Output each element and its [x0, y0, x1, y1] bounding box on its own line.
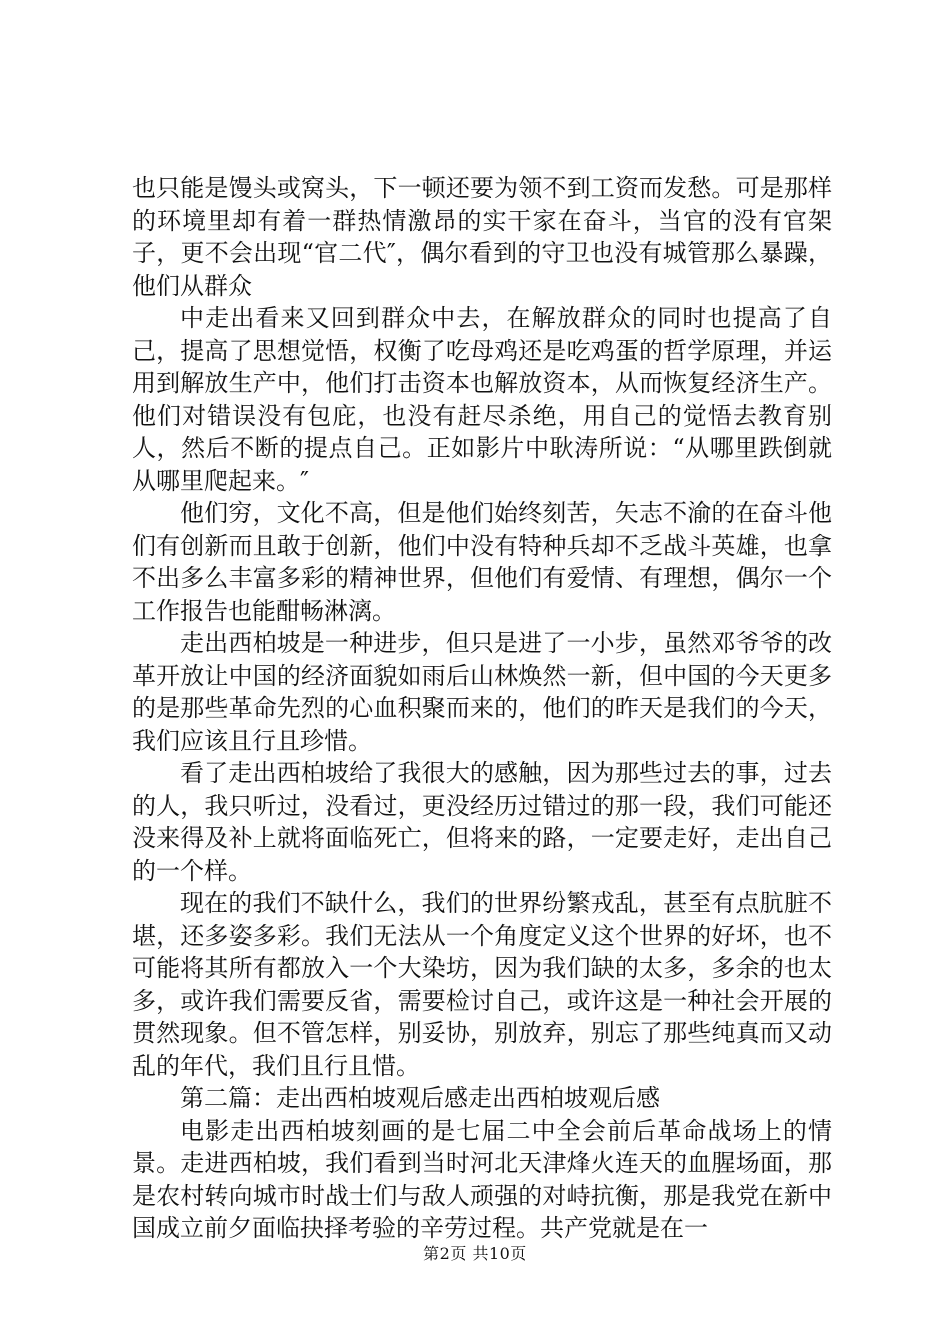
page-footer: 第2页 共10页 — [423, 1244, 527, 1263]
paragraph: 看了走出西柏坡给了我很大的感触，因为那些过去的事，过去的人，我只听过，没看过，更没经历过错过的那一段，我们可能还没来得及补上就将面临死亡，但将来的路，一定要走好，走出自己的一个样。 — [132, 759, 832, 885]
section-heading: 第二篇：走出西柏坡观后感走出西柏坡观后感 — [180, 1084, 660, 1112]
paragraph: 电影走出西柏坡刻画的是七届二中全会前后革命战场上的情景。走进西柏坡，我们看到当时河北天津烽火连天的血腥场面，那是农村转向城市时战士们与敌人顽强的对峙抗衡，那是我党在新中国成立前夕面临抉择考验的辛劳过程。共产党就是在一 — [132, 1116, 832, 1242]
paragraph: 他们穷，文化不高，但是他们始终刻苦，矢志不渝的在奋斗他们有创新而且敢于创新，他们中没有特种兵却不乏战斗英雄，也拿不出多么丰富多彩的精神世界，但他们有爱情、有理想，偶尔一个工作报告也能酣畅淋漓。 — [132, 499, 832, 625]
paragraph: 现在的我们不缺什么，我们的世界纷繁戎乱，甚至有点肮脏不堪，还多姿多彩。我们无法从一个角度定义这个世界的好坏，也不可能将其所有都放入一个大染坊，因为我们缺的太多，多余的也太多，或许我们需要反省，需要检讨自己，或许这是一种社会开展的贯然现象。但不管怎样，别妥协，别放弃，别忘了那些纯真而又动乱的年代，我们且行且惜。 — [132, 889, 832, 1080]
paragraph: 也只能是馒头或窝头，下一顿还要为领不到工资而发愁。可是那样的环境里却有着一群热情激昂的实干家在奋斗，当官的没有官架子，更不会出现“官二代″，偶尔看到的守卫也没有城管那么暴躁，他们从群众 — [132, 174, 832, 300]
paragraph: 中走出看来又回到群众中去，在解放群众的同时也提高了自己，提高了思想觉悟，权衡了吃母鸡还是吃鸡蛋的哲学原理，并运用到解放生产中，他们打击资本也解放资本，从而恢复经济生产。他们对错误没有包庇，也没有赶尽杀绝，用自己的觉悟去教育别人，然后不断的提点自己。正如影片中耿涛所说：“从哪里跌倒就从哪里爬起来。″ — [132, 304, 832, 495]
paragraph: 走出西柏坡是一种进步，但只是进了一小步，虽然邓爷爷的改革开放让中国的经济面貌如雨后山林焕然一新，但中国的今天更多的是那些革命先烈的心血积聚而来的，他们的昨天是我们的今天，我们应该且行且珍惜。 — [132, 629, 832, 755]
document-body — [132, 172, 832, 1245]
